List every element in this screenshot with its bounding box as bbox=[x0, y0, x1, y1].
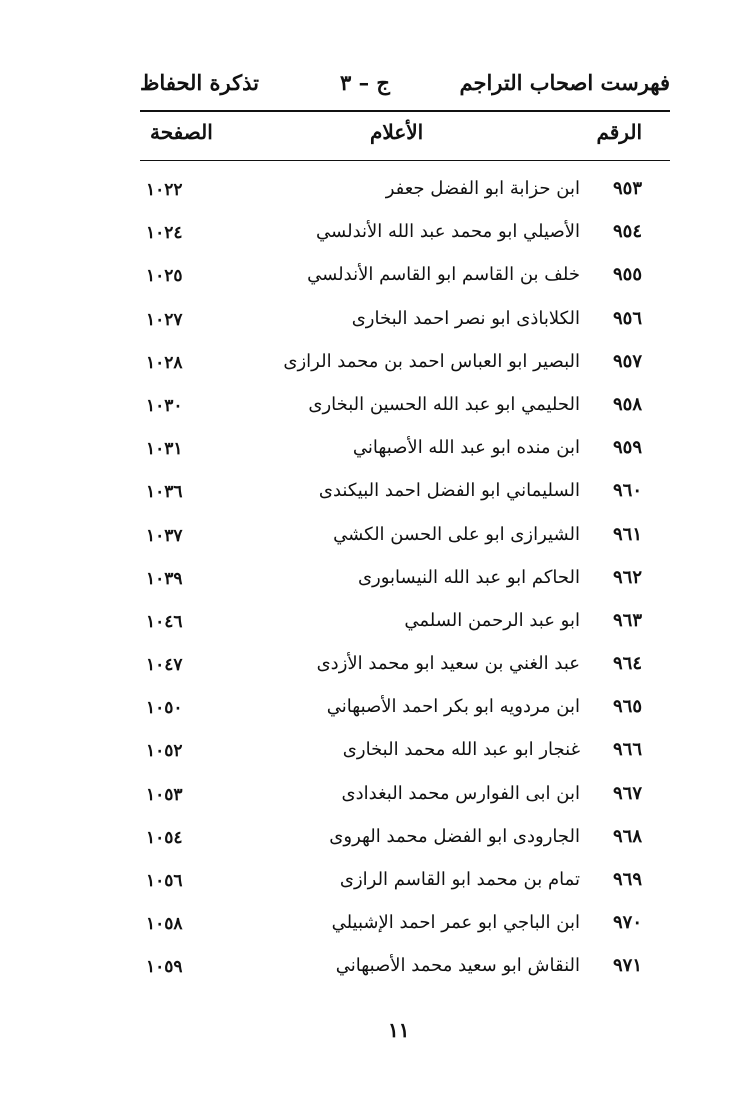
entry-number: ٩٦٤ bbox=[612, 653, 642, 675]
entry-name: ابو عبد الرحمن السلمي bbox=[404, 609, 580, 631]
list-item bbox=[140, 429, 670, 472]
entry-page: ١٠٢٤ bbox=[146, 223, 183, 244]
list-item bbox=[140, 343, 670, 386]
list-item bbox=[140, 516, 670, 559]
entry-number: ٩٥٦ bbox=[612, 307, 642, 329]
entry-name: ابن ابى الفوارس محمد البغدادى bbox=[341, 782, 580, 804]
entry-name: السليماني ابو الفضل احمد البيكندى bbox=[318, 480, 580, 502]
entry-page: ١٠٥٩ bbox=[146, 957, 183, 978]
entry-name: غنجار ابو عبد الله محمد البخارى bbox=[342, 739, 580, 761]
entry-number: ٩٥٣ bbox=[612, 178, 642, 199]
list-item bbox=[140, 688, 670, 731]
list-item bbox=[140, 300, 670, 343]
entry-page: ١٠٥٤ bbox=[146, 827, 183, 848]
column-header-number: الرقم bbox=[596, 120, 642, 144]
list-item bbox=[140, 861, 670, 904]
entry-number: ٩٦٣ bbox=[612, 609, 642, 631]
entry-page: ١٠٢٢ bbox=[146, 180, 183, 200]
entry-name: النقاش ابو سعيد محمد الأصبهاني bbox=[335, 955, 580, 977]
entry-page: ١٠٣٧ bbox=[146, 525, 183, 546]
entry-number: ٩٧١ bbox=[612, 955, 642, 977]
section-title: فهرست اصحاب التراجم bbox=[459, 70, 670, 95]
volume-label: ج – ٣ bbox=[340, 70, 390, 95]
page-number: ١١ bbox=[388, 1018, 410, 1042]
column-header-name: الأعلام bbox=[370, 120, 424, 144]
entry-name: الحليمي ابو عبد الله الحسين البخارى bbox=[308, 393, 580, 415]
entry-number: ٩٦٠ bbox=[612, 480, 642, 502]
entry-number: ٩٦٦ bbox=[612, 739, 642, 761]
entry-name: ابن منده ابو عبد الله الأصبهاني bbox=[352, 437, 580, 459]
list-item bbox=[140, 256, 670, 299]
entry-page: ١٠٥٦ bbox=[146, 871, 183, 891]
entry-number: ٩٧٠ bbox=[612, 912, 642, 934]
entry-page: ١٠٣١ bbox=[146, 439, 183, 460]
entry-number: ٩٥٨ bbox=[612, 393, 642, 415]
entry-number: ٩٦٨ bbox=[612, 825, 642, 847]
entry-name: ابن حزابة ابو الفضل جعفر bbox=[385, 178, 580, 199]
entry-name: الحاكم ابو عبد الله النيسابورى bbox=[357, 566, 580, 588]
entry-number: ٩٦٥ bbox=[612, 696, 642, 718]
book-title: تذكرة الحفاظ bbox=[140, 70, 259, 95]
list-item bbox=[140, 602, 670, 645]
entry-number: ٩٥٤ bbox=[612, 221, 642, 243]
entry-number: ٩٦٢ bbox=[612, 566, 642, 588]
entry-list bbox=[140, 170, 670, 991]
entry-name: البصير ابو العباس احمد بن محمد الرازى bbox=[283, 350, 580, 372]
column-headers bbox=[140, 120, 670, 152]
entry-name: ابن الباجي ابو عمر احمد الإشبيلي bbox=[331, 912, 580, 934]
running-header bbox=[140, 70, 670, 104]
entry-name: الأصيلي ابو محمد عبد الله الأندلسي bbox=[316, 221, 580, 243]
entry-page: ١٠٢٥ bbox=[146, 266, 183, 287]
entry-page: ١٠٥٠ bbox=[146, 698, 183, 719]
entry-page: ١٠٤٦ bbox=[146, 611, 183, 632]
entry-number: ٩٥٥ bbox=[612, 264, 642, 286]
entry-name: الشيرازى ابو على الحسن الكشي bbox=[333, 523, 580, 545]
entry-page: ١٠٢٧ bbox=[146, 309, 183, 330]
list-item bbox=[140, 472, 670, 515]
entry-page: ١٠٣٦ bbox=[146, 482, 183, 503]
list-item bbox=[140, 213, 670, 256]
column-header-rule bbox=[140, 160, 670, 161]
entry-page: ١٠٣٠ bbox=[146, 395, 183, 416]
header-rule bbox=[140, 110, 670, 112]
list-item bbox=[140, 559, 670, 602]
entry-name: تمام بن محمد ابو القاسم الرازى bbox=[339, 869, 580, 890]
entry-name: عبد الغني بن سعيد ابو محمد الأزدى bbox=[316, 653, 580, 675]
list-item bbox=[140, 386, 670, 429]
entry-page: ١٠٥٣ bbox=[146, 784, 183, 805]
entry-name: خلف بن القاسم ابو القاسم الأندلسي bbox=[307, 264, 580, 286]
list-item bbox=[140, 818, 670, 861]
entry-page: ١٠٤٧ bbox=[146, 655, 183, 676]
list-item bbox=[140, 947, 670, 990]
entry-page: ١٠٥٨ bbox=[146, 914, 183, 935]
entry-number: ٩٦١ bbox=[612, 523, 642, 545]
entry-page: ١٠٣٩ bbox=[146, 568, 183, 589]
list-item bbox=[140, 170, 670, 213]
entry-name: الجارودى ابو الفضل محمد الهروى bbox=[329, 825, 580, 847]
entry-number: ٩٦٩ bbox=[612, 869, 642, 890]
entry-name: ابن مردويه ابو بكر احمد الأصبهاني bbox=[326, 696, 580, 718]
column-header-page: الصفحة bbox=[150, 120, 213, 144]
entry-page: ١٠٢٨ bbox=[146, 352, 183, 373]
entry-name: الكلاباذى ابو نصر احمد البخارى bbox=[351, 307, 580, 329]
list-item bbox=[140, 645, 670, 688]
list-item bbox=[140, 731, 670, 774]
list-item bbox=[140, 904, 670, 947]
list-item bbox=[140, 775, 670, 818]
entry-number: ٩٦٧ bbox=[612, 782, 642, 804]
entry-number: ٩٥٩ bbox=[612, 437, 642, 459]
entry-number: ٩٥٧ bbox=[612, 350, 642, 372]
entry-page: ١٠٥٢ bbox=[146, 741, 183, 762]
